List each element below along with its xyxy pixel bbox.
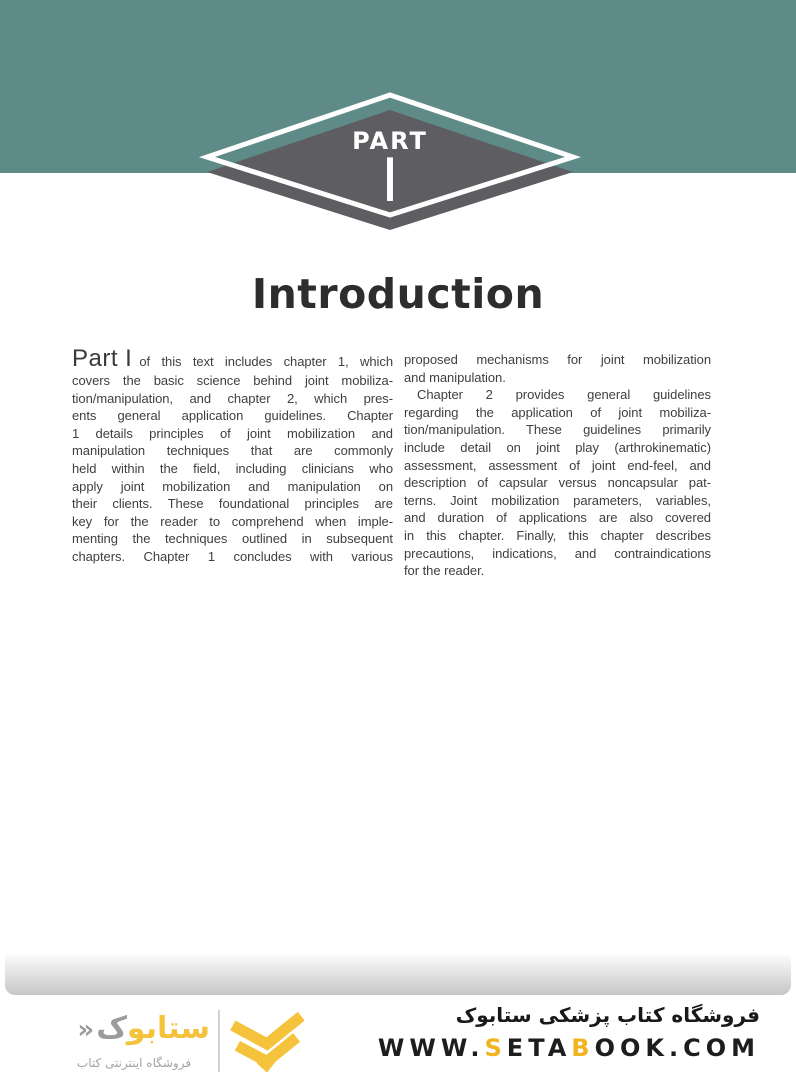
text-line: and manipulation.	[404, 369, 506, 385]
open-book-chevrons-icon	[230, 1010, 304, 1076]
text-line: and duration of applications are also covered	[404, 510, 711, 526]
text-line: precautions, indications, and contraindications	[404, 545, 711, 561]
url-segment: ETA	[506, 1034, 572, 1062]
text-line: 1 details principles of joint mobilization and	[72, 425, 393, 441]
url-segment: WWW.	[377, 1034, 485, 1062]
text-line: ents general application guidelines. Chapter	[72, 408, 393, 424]
right-column-lines	[404, 351, 711, 580]
logo-subtitle: فروشگاه اینترنتی کتاب	[76, 1056, 192, 1070]
text-line: description of capsular versus noncapsular pat-	[404, 475, 711, 491]
text-line: tion/manipulation, and chapter 2, which pres-	[72, 390, 393, 406]
text-line: chapters. Chapter 1 concludes with various	[72, 548, 393, 564]
left-column-lines	[72, 372, 393, 566]
text-column-left	[72, 345, 393, 566]
text-line: covers the basic science behind joint mobiliza-	[72, 373, 393, 388]
text-line: key for the reader to comprehend when imple-	[72, 513, 393, 529]
page-title: Introduction	[251, 270, 545, 318]
logo-divider	[218, 1010, 220, 1072]
text-line: regarding the application of joint mobiliza-	[404, 404, 711, 420]
page-edge-shadow	[5, 955, 791, 995]
paragraph-first-line	[72, 345, 393, 372]
guillemet-icon: «	[77, 1015, 95, 1045]
text-column-right	[404, 351, 711, 580]
site-url	[378, 1032, 760, 1064]
part-lead-text: Part I	[72, 345, 133, 372]
wordmark-gray-part: ک	[96, 1011, 127, 1046]
text-line: Chapter 2 provides general guidelines	[417, 387, 711, 403]
part-diamond	[140, 80, 640, 250]
footer-right-text	[378, 1000, 760, 1064]
url-segment: B	[571, 1034, 595, 1062]
text-line: in this chapter. Finally, this chapter describes	[404, 527, 711, 543]
setabook-wordmark	[52, 1006, 210, 1052]
part-numeral: I	[381, 146, 399, 216]
text-line: assessment, assessment of joint end-feel, and	[404, 457, 711, 473]
first-line-rest: of this text includes chapter 1, which	[139, 354, 393, 369]
text-line: for the reader.	[404, 563, 485, 579]
text-line: apply joint mobilization and manipulation on	[72, 478, 393, 494]
text-line: manipulation techniques that are commonly	[72, 443, 393, 459]
part-label: PART	[352, 127, 428, 155]
text-line: held within the field, including clinicians who	[72, 460, 393, 476]
text-line: proposed mechanisms for joint mobilization	[404, 352, 711, 367]
wordmark-yellow-part: ستابو	[126, 1011, 210, 1046]
url-segment: OOK.COM	[594, 1034, 760, 1062]
text-line: include detail on joint play (arthrokinematic)	[404, 439, 711, 455]
text-line: their clients. These foundational principles are	[72, 496, 393, 512]
text-line: menting the techniques outlined in subsequent	[72, 531, 393, 547]
setabook-logo	[52, 1002, 310, 1080]
text-line: terns. Joint mobilization parameters, variables,	[404, 492, 711, 508]
url-segment: S	[484, 1034, 507, 1062]
text-line: tion/manipulation. These guidelines primarily	[404, 422, 711, 438]
store-tagline: فروشگاه کتاب پزشکی ستابوک	[455, 1003, 760, 1027]
